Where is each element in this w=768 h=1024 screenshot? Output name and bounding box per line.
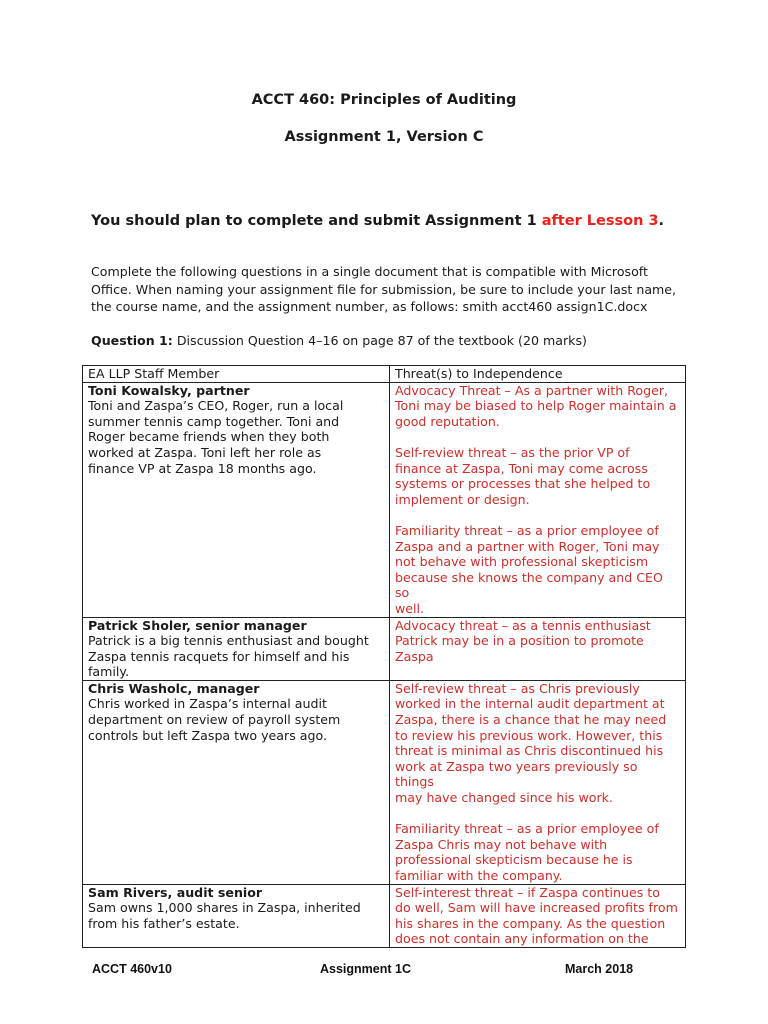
threats-cell [390,382,686,617]
staff-member-description-line: from his father’s estate. [88,915,240,931]
staff-member-cell [83,680,390,884]
instructions-line: Complete the following questions in a single document that is compatible with Microsoft [91,264,648,279]
instructions-paragraph [91,263,691,316]
course-title: ACCT 460: Principles of Auditing [251,92,517,108]
threat-line: Self-review threat – as the prior VP of [395,444,630,460]
assignment-title: Assignment 1, Version C [284,129,484,145]
footer-date: March 2018 [565,962,634,976]
table-header-row [83,366,686,383]
threat-line: Zaspa and a partner with Roger, Toni may [395,538,660,554]
instructions-line: the course name, and the assignment number, as follows: smith acct460 assign1C.docx [91,299,648,314]
plan-note-highlight: after Lesson 3 [541,213,659,229]
staff-member-name: Sam Rivers, audit senior [88,884,263,900]
staff-member-name: Patrick Sholer, senior manager [88,617,307,633]
table-row [83,382,686,617]
threat-line: Advocacy threat – as a tennis enthusiast [395,617,651,633]
table-row [83,680,686,884]
staff-member-description-line: Sam owns 1,000 shares in Zaspa, inherited [88,900,361,916]
staff-member-description-line: controls but left Zaspa two years ago. [88,727,327,743]
staff-member-description-line: Toni and Zaspa’s CEO, Roger, run a local [88,398,344,414]
footer-assignment: Assignment 1C [320,962,411,976]
question-1 [91,333,587,348]
threat-line: good reputation. [395,413,500,429]
staff-member-name: Chris Washolc, manager [88,680,260,696]
paragraph-spacer [395,429,680,445]
independence-table [82,365,686,948]
threat-line: Self-interest threat – if Zaspa continues to [395,884,660,900]
question-1-text: Discussion Question 4–16 on page 87 of the textbook (20 marks) [172,333,587,348]
plan-note-text: You should plan to complete and submit Assignment 1 [91,213,542,229]
threat-line: may have changed since his work. [395,790,613,806]
question-1-label: Question 1: [91,333,173,348]
threat-line: systems or processes that she helped to [395,476,651,492]
threat-line: Zaspa Chris may not behave with [395,836,608,852]
threat-line: threat is minimal as Chris discontinued his [395,743,664,759]
threat-line: professional skepticism because he is [395,852,633,868]
threat-line: worked in the internal audit department at [395,696,665,712]
plan-note-end: . [658,213,665,229]
staff-member-description-line: Zaspa tennis racquets for himself and his [88,648,350,664]
threat-line: well. [395,600,425,616]
staff-member-cell [83,382,390,617]
threat-line: because she knows the company and CEO so [395,569,663,601]
staff-member-description-line: family. [88,664,130,680]
paragraph-spacer [395,507,680,523]
staff-member-description-line: finance VP at Zaspa 18 months ago. [88,460,317,476]
threat-line: Toni may be biased to help Roger maintain a [395,398,677,414]
threat-line: to review his previous work. However, this [395,727,663,743]
staff-member-description-line: summer tennis camp together. Toni and [88,413,340,429]
threat-line: Familiarity threat – as a prior employee of [395,522,659,538]
plan-note [91,213,664,229]
staff-member-description-line: Roger became friends when they both [88,429,330,445]
column-header-threats: Threat(s) to Independence [390,366,686,383]
threat-line: Zaspa [395,648,434,664]
table-row [83,884,686,947]
threats-cell [390,884,686,947]
threat-line: Self-review threat – as Chris previously [395,680,640,696]
table-row [83,617,686,680]
paragraph-spacer [395,806,680,822]
staff-member-description-line: department on review of payroll system [88,712,341,728]
threat-line: not behave with professional skepticism [395,554,649,570]
staff-member-description-line: worked at Zaspa. Toni left her role as [88,444,322,460]
threats-cell [390,680,686,884]
instructions-line: Office. When naming your assignment file for submission, be sure to include your last name, [91,281,677,297]
staff-member-cell [83,884,390,947]
staff-member-cell [83,617,390,680]
staff-member-description-line: Chris worked in Zaspa’s internal audit [88,696,327,712]
threats-cell [390,617,686,680]
threat-line: Zaspa, there is a chance that he may need [395,712,667,728]
staff-member-name: Toni Kowalsky, partner [88,382,250,398]
threat-line: Familiarity threat – as a prior employee of [395,821,659,837]
threat-line: do well, Sam will have increased profits from [395,900,678,916]
column-header-staff: EA LLP Staff Member [83,366,390,383]
threat-line: Advocacy Threat – As a partner with Roger, [395,382,669,398]
threat-line: work at Zaspa two years previously so things [395,758,638,790]
footer-course-code: ACCT 460v10 [92,962,172,976]
threat-line: implement or design. [395,491,530,507]
threat-line: finance at Zaspa, Toni may come across [395,460,648,476]
threat-line: Patrick may be in a position to promote [395,633,644,649]
threat-line: familiar with the company. [395,868,563,883]
threat-line: does not contain any information on the [395,931,649,947]
staff-member-description-line: Patrick is a big tennis enthusiast and bought [88,633,369,649]
threat-line: his shares in the company. As the question [395,915,666,931]
